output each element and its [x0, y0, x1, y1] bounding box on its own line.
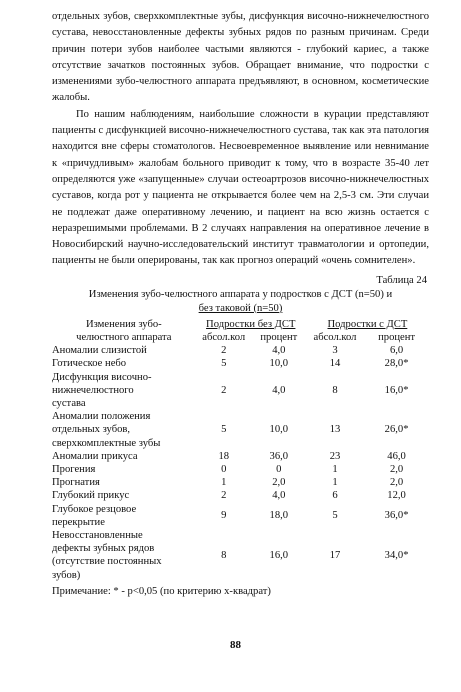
- row-name-cell: [52, 410, 196, 450]
- abs-with-dst-cell: 6: [332, 490, 338, 502]
- header-abs-with-dst: абсол.кол: [313, 331, 357, 343]
- abs-with-dst-cell: 23: [329, 450, 341, 462]
- pct-without-dst-cell: 0: [276, 463, 282, 475]
- abs-without-dst-cell: 1: [221, 477, 227, 489]
- table-header-row-2: [52, 331, 429, 344]
- pct-with-dst-cell: 28,0*: [384, 358, 409, 370]
- pct-with-dst-cell: 12,0: [387, 490, 406, 502]
- pct-with-dst-cell: 34,0*: [384, 549, 409, 561]
- table-row: [52, 503, 429, 529]
- abs-with-dst-cell: 14: [329, 358, 341, 370]
- paragraph-2: По нашим наблюдениям, наибольшие сложности в курации представляют пациенты с дисфункцией височно-нижнечелюстного сустава, так как эта патология находится вне сферы стоматологов. Несвоевременное выявление или невнимание к «причудливым» жалобам больного приводит к тому, что в возрасте 35-40 лет определяются уже «запущенные» случаи остеоартрозов височно-нижнечелюстных суставов, когда рот у пациента не открывается более чем на 2,5-3 см. Эти случаи не подлежат даже оперативному лечению, и пациент на всю жизнь остается с неразрешимыми проблемами. В 2 случаях направления на оперативное лечение в Новосибирский научно-исследовательский институт травматологии и ортопедии, пациенты не были оперированы, так как прогноз операций «очень сомнителен».: [52, 108, 429, 267]
- pct-with-dst-cell: 36,0*: [384, 510, 409, 522]
- table-row: [52, 410, 429, 450]
- header-pct-with-dst: процент: [378, 331, 416, 343]
- abs-without-dst-cell: 8: [221, 549, 227, 561]
- row-name-line: зубов): [52, 569, 81, 581]
- pct-without-dst-cell: 10,0: [269, 424, 289, 436]
- row-name-line: Глубокий прикус: [52, 490, 130, 502]
- row-name-line: Аномалии положения: [52, 411, 151, 423]
- abs-with-dst-cell: 1: [332, 477, 338, 489]
- table-title: [52, 288, 429, 316]
- row-name-cell: [52, 476, 196, 489]
- pct-with-dst-cell: 26,0*: [384, 424, 409, 436]
- row-name-cell: [52, 371, 196, 411]
- row-name-cell: [52, 489, 196, 502]
- table-title-line-1: Изменения зубо-челюстного аппарата у подростков с ДСТ (n=50) и: [88, 288, 393, 300]
- abs-with-dst-cell: 8: [332, 384, 338, 396]
- row-name-cell: [52, 357, 196, 370]
- table-label: Таблица 24: [376, 274, 427, 286]
- row-name-cell: [52, 529, 196, 582]
- abs-without-dst-cell: 9: [221, 510, 227, 522]
- table-row: [52, 371, 429, 411]
- pct-without-dst-cell: 4,0: [272, 384, 286, 396]
- row-name-line: отдельных зубов,: [52, 424, 131, 436]
- row-name-line: дефекты зубных рядов: [52, 543, 155, 555]
- abs-without-dst-cell: 2: [221, 345, 227, 357]
- header-changes-line-1: Изменения зубо-: [86, 318, 162, 330]
- table-row: [52, 357, 429, 370]
- paragraph-1: отдельных зубов, сверхкомплектные зубы, дисфункция височно-нижнечелюстного сустава, невосстановленные дефекты зубных рядов по разным причинам. Среди причин потери зубов наиболее частыми являются - глубокий кариес, а также отсутствие зачатков постоянных зубов. Обращает внимание, что подростки с изменениями зубо-челюстного аппарата предъявляют, в основном, косметические жалобы.: [52, 11, 429, 104]
- row-name-line: (отсутствие постоянных: [52, 556, 162, 568]
- abs-with-dst-cell: 5: [332, 510, 338, 522]
- pct-without-dst-cell: 18,0: [269, 510, 289, 522]
- header-pct-without-dst: процент: [260, 331, 298, 343]
- page-number: 88: [230, 639, 241, 651]
- abs-without-dst-cell: 5: [221, 358, 227, 370]
- row-name-line: Невосстановленные: [52, 530, 143, 541]
- pct-with-dst-cell: 2,0: [389, 463, 404, 475]
- abs-without-dst-cell: 0: [221, 463, 227, 475]
- pct-without-dst-cell: 36,0: [269, 450, 289, 462]
- row-name-line: перекрытие: [52, 516, 105, 528]
- row-name-line: Готическое небо: [52, 358, 127, 370]
- table-row: [52, 450, 429, 463]
- row-name-cell: [52, 503, 196, 529]
- row-name-line: нижнечелюстного: [52, 384, 134, 396]
- pct-with-dst-cell: 46,0: [387, 450, 406, 462]
- abs-with-dst-cell: 1: [332, 463, 338, 475]
- abs-without-dst-cell: 2: [221, 384, 227, 396]
- abs-with-dst-cell: 17: [329, 549, 341, 561]
- pct-without-dst-cell: 10,0: [269, 358, 289, 370]
- abs-without-dst-cell: 18: [218, 450, 230, 462]
- header-changes-line-2: челюстного аппарата: [76, 331, 172, 343]
- table-row: [52, 529, 429, 582]
- row-name-line: Аномалии слизистой: [52, 345, 147, 357]
- abs-with-dst-cell: 3: [332, 345, 338, 357]
- abs-with-dst-cell: 13: [329, 424, 341, 436]
- row-name-cell: [52, 450, 196, 463]
- header-group-without-dst: Подростки без ДСТ: [206, 318, 296, 330]
- pct-with-dst-cell: 2,0: [389, 477, 404, 489]
- header-abs-without-dst: абсол.кол: [202, 331, 246, 343]
- pct-with-dst-cell: 16,0*: [384, 384, 409, 396]
- row-name-line: Прогнатия: [52, 477, 100, 489]
- abs-without-dst-cell: 2: [221, 490, 227, 502]
- pct-without-dst-cell: 4,0: [272, 490, 286, 502]
- header-group-with-dst: Подростки с ДСТ: [327, 318, 408, 330]
- table-row: [52, 463, 429, 476]
- row-name-line: Аномалии прикуса: [52, 450, 138, 462]
- pct-with-dst-cell: 6,0: [389, 345, 404, 357]
- row-name-cell: [52, 463, 196, 476]
- row-name-line: Глубокое резцовое: [52, 503, 137, 515]
- table-note: Примечание: * - p<0,05 (по критерию х-квадрат): [52, 585, 271, 597]
- row-name-line: сустава: [52, 397, 86, 409]
- row-name-line: сверхкомплектные зубы: [52, 437, 161, 449]
- row-name-cell: [52, 344, 196, 357]
- row-name-line: Прогения: [52, 463, 96, 475]
- abs-without-dst-cell: 5: [221, 424, 227, 436]
- pct-without-dst-cell: 4,0: [272, 345, 286, 357]
- data-table: [52, 318, 429, 582]
- pct-without-dst-cell: 16,0: [269, 549, 289, 561]
- table-row: [52, 489, 429, 502]
- table-header-row-1: [52, 318, 429, 331]
- table-row: [52, 476, 429, 489]
- pct-without-dst-cell: 2,0: [272, 477, 286, 489]
- table-title-line-2: без таковой (n=50): [198, 302, 283, 314]
- row-name-line: Дисфункция височно-: [52, 371, 152, 383]
- table-row: [52, 344, 429, 357]
